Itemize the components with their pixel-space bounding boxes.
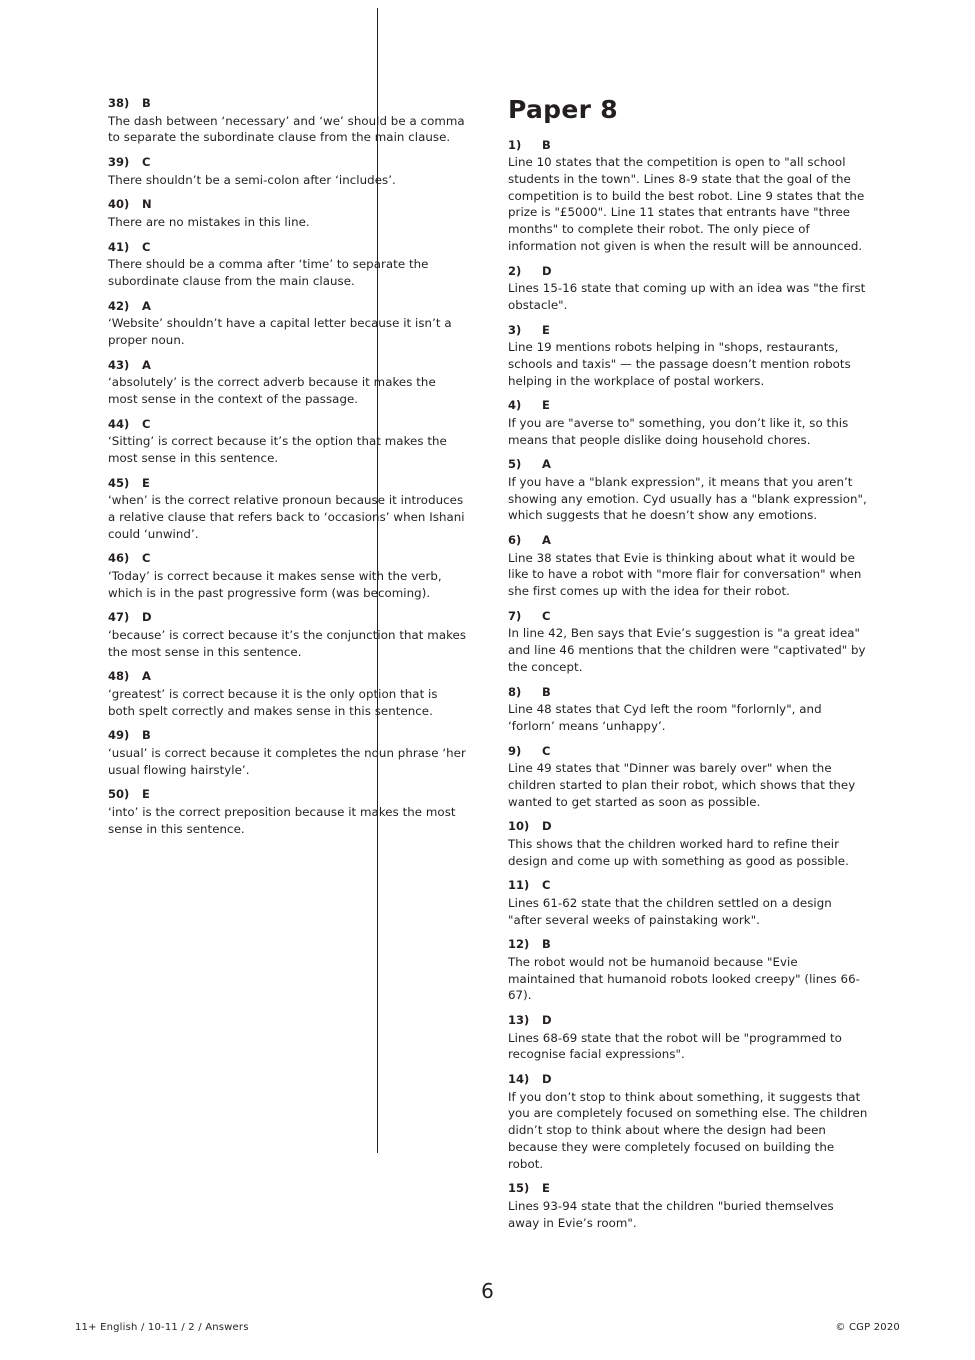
answer-item [508,533,868,600]
answer-item [108,669,468,719]
answer-explanation: ‘because’ is correct because it’s the conjunction that makes the most sense in this sentence. [108,627,467,659]
answer-explanation: The robot would not be humanoid because "Evie maintained that humanoid robots looked creepy" (lines 66-67). [508,954,860,1003]
answer-explanation: Line 19 mentions robots helping in "shops, restaurants, schools and taxis" — the passage doesn’t mention robots helping in the workplace of postal workers. [508,340,851,388]
answer-explanation: Line 49 states that "Dinner was barely over" when the children started to plan their robot, which shows that they wanted to get started as soon as possible. [508,761,856,809]
answer-heading [508,398,868,414]
answer-heading [108,669,468,685]
answer-number: 3) [508,322,522,337]
answer-number: 42) [108,298,130,313]
content-columns [108,96,868,1236]
answer-number: 9) [508,743,522,758]
answer-heading [108,610,468,626]
answer-letter: N [142,197,152,212]
answer-item [108,787,468,837]
footer-left-text: 11+ English / 10-11 / 2 / Answers [75,1322,249,1333]
answer-heading [108,240,468,256]
answer-letter: D [142,610,152,625]
answer-explanation: ‘Website’ shouldn’t have a capital letter because it isn’t a proper noun. [108,316,452,347]
answer-item [508,323,868,390]
answer-item [108,299,468,349]
answer-item [108,358,468,408]
answer-item [108,551,468,601]
answer-number: 15) [508,1181,530,1196]
answer-letter: C [142,551,151,566]
answer-letter: E [542,398,550,413]
answer-letter: D [542,819,552,834]
answer-number: 2) [508,263,522,278]
right-answer-column [508,96,868,1240]
answer-heading [108,299,468,315]
answer-explanation: ‘Today’ is correct because it makes sense with the verb, which is in the past progressive form (was becoming). [108,568,442,600]
answer-item [108,155,468,188]
answer-item [508,1013,868,1063]
answer-number: 14) [508,1072,530,1087]
answer-heading [508,138,868,154]
answer-item [508,744,868,811]
answer-letter: C [542,608,551,623]
answer-explanation: ‘usual’ is correct because it completes the noun phrase ‘her usual flowing hairstyle’. [108,745,466,777]
answer-item [108,728,468,778]
answer-item [108,240,468,290]
answer-item [108,610,468,660]
answer-heading [508,1181,868,1197]
answer-explanation: ‘into’ is the correct preposition because it makes the most sense in this sentence. [108,804,456,836]
answer-item [108,96,468,146]
answer-letter: B [142,728,151,743]
answer-item [108,476,468,543]
answer-letter: E [142,475,150,490]
answer-number: 46) [108,551,130,566]
answer-heading [108,787,468,803]
answer-item [508,264,868,314]
answer-explanation: In line 42, Ben says that Evie’s suggestion is "a great idea" and line 46 mentions that the children were "captivated" by the concept. [508,626,866,674]
answer-explanation: There are no mistakes in this line. [108,214,310,229]
answer-heading [508,323,868,339]
answer-explanation: Line 48 states that Cyd left the room "forlornly", and ‘forlorn’ means ‘unhappy’. [508,702,822,733]
answer-number: 7) [508,608,522,623]
answer-number: 40) [108,197,130,212]
answer-letter: E [542,1181,550,1196]
answer-number: 10) [508,819,530,834]
answer-item [108,417,468,467]
answer-letter: C [542,743,551,758]
answer-letter: C [142,155,151,170]
answer-explanation: If you don’t stop to think about something, it suggests that you are completely focused on something else. The children didn’t stop to think about where the design had been because they were completely focused on building the robot. [508,1089,868,1171]
answer-explanation: There shouldn’t be a semi-colon after ‘includes’. [108,172,396,187]
answer-explanation: ‘when’ is the correct relative pronoun because it introduces a relative clause that refers back to ‘occasions’ when Ishani could ‘unwind’. [108,493,465,541]
answer-number: 47) [108,610,130,625]
answer-number: 1) [508,137,522,152]
answer-number: 41) [108,239,130,254]
answer-heading [508,1072,868,1088]
answer-number: 48) [108,669,130,684]
page-number: 6 [481,1279,494,1303]
answer-heading [108,358,468,374]
right-answer-list [508,138,868,1232]
answer-number: 13) [508,1013,530,1028]
answer-letter: E [542,322,550,337]
answer-number: 49) [108,728,130,743]
answer-item [108,197,468,230]
answer-heading [508,457,868,473]
answer-item [508,685,868,735]
answer-heading [108,155,468,171]
answer-heading [508,533,868,549]
answer-letter: B [142,96,151,110]
answer-explanation: The dash between ‘necessary’ and ‘we’ should be a comma to separate the subordinate clause from the main clause. [108,113,465,145]
answer-number: 12) [508,937,530,952]
answer-item [508,138,868,255]
answer-heading [108,476,468,492]
answer-heading [508,609,868,625]
answer-letter: D [542,263,552,278]
answer-explanation: If you have a "blank expression", it means that you aren’t showing any emotion. Cyd usually has a "blank expression", which suggests that he doesn’t show any emotions. [508,474,867,523]
answer-number: 11) [508,878,530,893]
answer-item [508,937,868,1004]
answer-number: 43) [108,357,130,372]
answer-letter: B [542,684,551,699]
answer-number: 4) [508,398,522,413]
answer-letter: A [542,533,551,548]
answer-letter: D [542,1072,552,1087]
answer-explanation: Lines 68-69 state that the robot will be "programmed to recognise facial expressions". [508,1030,842,1062]
answer-number: 45) [108,475,130,490]
answer-heading [508,264,868,280]
answer-heading [108,96,468,112]
answer-explanation: If you are "averse to" something, you don’t like it, so this means that people dislike doing household chores. [508,415,849,447]
answer-letter: B [542,937,551,952]
answer-explanation: Line 38 states that Evie is thinking about what it would be like to have a robot with "more flair for conversation" when she first comes up with the idea for their robot. [508,550,862,599]
answer-letter: C [142,416,151,431]
answer-heading [508,744,868,760]
paper-title: Paper 8 [508,95,618,124]
answer-heading [508,1013,868,1029]
answer-letter: E [142,787,150,802]
answer-letter: B [542,137,551,152]
answer-heading [108,728,468,744]
answer-heading [108,551,468,567]
answer-explanation: ‘greatest’ is correct because it is the only option that is both spelt correctly and makes sense in this sentence. [108,686,438,718]
answer-number: 39) [108,155,130,170]
answer-number: 5) [508,457,522,472]
answer-explanation: This shows that the children worked hard to refine their design and come up with something as good as possible. [508,836,849,868]
answer-heading [508,878,868,894]
answer-item [508,1072,868,1172]
answer-letter: D [542,1013,552,1028]
answer-number: 8) [508,684,522,699]
answer-item [508,398,868,448]
answer-explanation: ‘Sitting’ is correct because it’s the option that makes the most sense in this sentence. [108,434,447,465]
answer-explanation: Lines 93-94 state that the children "buried themselves away in Evie’s room". [508,1198,834,1230]
answer-item [508,1181,868,1231]
answer-explanation: There should be a comma after ‘time’ to separate the subordinate clause from the main clause. [108,257,429,288]
answer-number: 6) [508,533,522,548]
answer-explanation: Lines 15-16 state that coming up with an idea was "the first obstacle". [508,281,866,312]
footer-right-text: © CGP 2020 [835,1322,900,1333]
answer-heading [508,819,868,835]
answer-explanation: ‘absolutely’ is the correct adverb because it makes the most sense in the context of the passage. [108,375,436,406]
answer-explanation: Lines 61-62 state that the children settled on a design "after several weeks of painstaking work". [508,895,832,927]
answer-letter: A [142,298,151,313]
answer-letter: A [142,357,151,372]
answer-letter: A [142,669,151,684]
answer-item [508,609,868,676]
answer-letter: A [542,457,551,472]
answer-item [508,819,868,869]
answer-heading [108,197,468,213]
answer-heading [508,937,868,953]
answer-heading [108,417,468,433]
left-answer-column [108,96,468,846]
answer-letter: C [542,878,551,893]
answer-item [508,878,868,928]
answer-explanation: Line 10 states that the competition is open to "all school students in the town". Lines 8-9 state that the goal of the competition is to build the best robot. Line 9 states that the prize is "£5000". Line 11 states that entrants have "three months" to complete their robot. The only piece of information not given is when the result will be announced. [508,155,865,253]
answer-number: 50) [108,787,130,802]
answer-letter: C [142,239,151,254]
answer-number: 44) [108,416,130,431]
answer-number: 38) [108,96,130,110]
answer-heading [508,685,868,701]
answer-item [508,457,868,524]
